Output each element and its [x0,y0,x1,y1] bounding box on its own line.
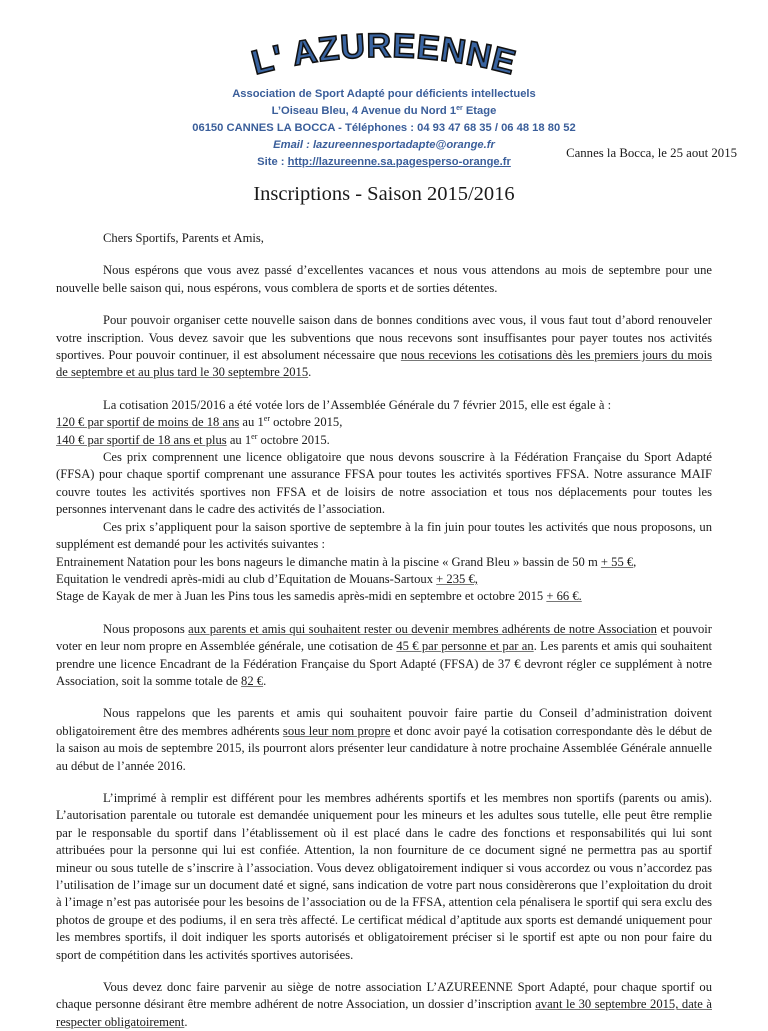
supplement-riding: Equitation le vendredi après-midi au club d’Equitation de Mouans-Sartoux + 235 €, [56,571,478,586]
supplement-kayak: Stage de Kayak de mer à Juan les Pins tous les samedis après-midi en septembre et octobre 2015 + 66 €. [56,589,582,604]
paragraph-welcome: Nous espérons que vous avez passé d’excellentes vacances et nous vous attendons au mois de septembre pour une nouvelle belle saison qui, nous espérons, vous comblera de sports et de sorties détentes. [56,263,712,295]
fee-under-18: 120 € par sportif de moins de 18 ans au 1er octobre 2015, [56,414,343,430]
association-email: Email : lazureennesportadapte@orange.fr [273,139,495,151]
association-phones: 06150 CANNES LA BOCCA - Téléphones : 04 93 47 68 35 / 06 48 18 80 52 [192,122,576,134]
logo [0,30,768,83]
paragraph-fees-intro: La cotisation 2015/2016 a été votée lors de l’Assemblée Générale du 7 février 2015, elle est égale à : [103,397,612,412]
supplement-swimming: Entrainement Natation pour les bons nageurs le dimanche matin à la piscine « Grand Bleu » bassin de 50 m + 55 €, [56,554,637,569]
paragraph-licence: Ces prix comprennent une licence obligatoire que nous devons souscrire à la Fédération Française du Sport Adapté (FFSA) pour chaque sportif comprenant une assurance FFSA pour toutes les activités sportives FFSA. Notre assurance MAIF couvre toutes les activités sportives non FFSA et de loisirs de notre association et tous nos déplacements pour toutes les personnes intervenant dans le cadre des activités de l’association. [56,450,712,517]
paragraph-season: Ces prix s’appliquent pour la saison sportive de septembre à la fin juin pour toutes les activités que nous proposons, un supplément est demandé pour les activités suivantes : [56,519,712,552]
paragraph-forms: L’imprimé à remplir est différent pour les membres adhérents sportifs et les membres non sportifs (parents ou amis). L’autorisation parentale ou tutorale est demandée uniquement pour les mineurs et les adultes sous tutelle, elle peut être remplie par le responsable du sportif dans l’établissement où il est placé dans le cadre des fonctions et responsabilités qui lui sont attribuées pour la personne qui lui est confiée. Attention, la non fourniture de ce document signé ne permettra pas au sportif mineur ou sous tutelle de s’inscrire à l’association. Vous devez obligatoirement indiquer si vous accordez ou vous n’accordez pas l’utilisation de l’image sur un document daté et signé, sans indication de votre part nous considèrerons que l’exploitation du droit à l’image n’est pas autorisée pour les besoins de l’association ou de la FFSA, attention cela pénalisera le sportif qui sera exclu des photos de groupe et des podiums, il en sera très affecté. Le certificat médical d’aptitude aux sports est demandé uniquement pour les membres sportifs, il doit indiquer les sports autorisés et obligatoirement préciser si le sportif est apte ou non pour faire du sport de compétition dans les activités sportives autorisées. [56,790,712,962]
association-address: L’Oiseau Bleu, 4 Avenue du Nord 1er Etage [271,105,497,117]
association-site: Site : http://lazureenne.sa.pagesperso-orange.fr [257,156,511,168]
date-line: Cannes la Bocca, le 25 aout 2015 [566,146,737,160]
logo-text: L' AZUREENNE [247,30,521,83]
letter-body [56,230,712,1031]
association-tagline: Association de Sport Adapté pour déficients intellectuels [232,88,536,100]
email-link[interactable]: lazureennesportadapte@orange.fr [312,139,495,151]
fee-18-plus: 140 € par sportif de 18 ans et plus au 1er octobre 2015. [56,431,330,447]
paragraph-renewal: Pour pouvoir organiser cette nouvelle saison dans de bonnes conditions avec vous, il vous faut tout d’abord renouveler votre inscription. Vous devez savoir que les subventions que nous recevons sont insuffisantes pour payer toutes nos activités sportives. Pour pouvoir continuer, il est absolument nécessaire que nous recevions les cotisations dès les premiers jours du mois de septembre et au plus tard le 30 septembre 2015. [56,313,712,380]
paragraph-parents-membership: Nous proposons aux parents et amis qui souhaitent rester ou devenir membres adhérents de notre Association et pouvoir voter en leur nom propre en Assemblée générale, une cotisation de 45 € par personne et par an. Les parents et amis qui souhaitent prendre une licence Encadrant de la Fédération Française du Sport Adapté (FFSA) de 37 € devront régler ce supplément à notre Association, soit la somme totale de 82 €. [56,621,713,688]
salutation: Chers Sportifs, Parents et Amis, [103,231,264,245]
paragraph-deadline: Vous devez donc faire parvenir au siège de notre association L’AZUREENNE Sport Adapté, pour chaque sportif ou chaque personne désirant être membre adhérent de notre Association, un dossier d’inscription avant le 30 septembre 2015, date à respecter obligatoirement. [56,980,712,1029]
paragraph-board: Nous rappelons que les parents et amis qui souhaitent pouvoir faire partie du Conseil d’administration doivent obligatoirement être des membres adhérents sous leur nom propre et donc avoir payé la cotisation correspondante dès le début de la saison au mois de septembre 2015, ils pourront alors présenter leur candidature à notre prochaine Assemblée Générale annuelle au début de l’année 2016. [56,706,712,773]
page-title: Inscriptions - Saison 2015/2016 [253,183,515,205]
site-link[interactable]: http://lazureenne.sa.pagesperso-orange.fr [287,156,511,168]
